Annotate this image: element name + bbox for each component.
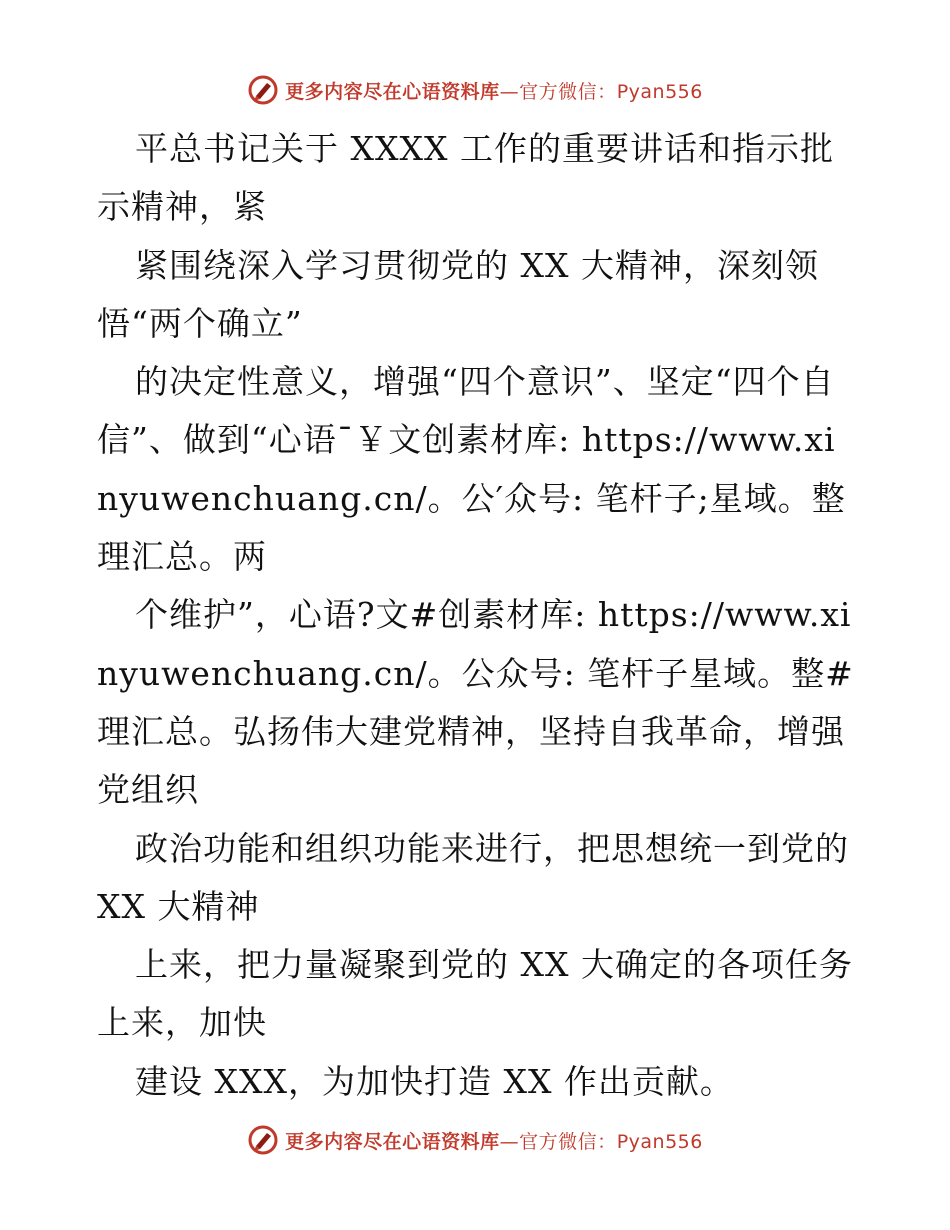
banner-wechat-label: 官方微信： (519, 1130, 617, 1153)
paragraph-1: 平总书记关于 XXXX 工作的重要讲话和指示批示精神，紧 (97, 129, 834, 227)
banner-text (285, 77, 703, 104)
paragraph-7: 建设 XXX，为加快打造 XX 作出贡献。 (135, 1061, 734, 1101)
banner-dash: — (499, 1130, 520, 1153)
paragraph-2: 紧围绕深入学习贯彻党的 XX 大精神，深刻领悟“两个确立” (97, 245, 819, 343)
banner-wechat-label: 官方微信： (519, 80, 617, 103)
pen-circle-icon (247, 1124, 279, 1156)
pen-circle-icon (247, 74, 279, 106)
paragraph-4: 个维护”，心语?文#创素材库: https://www.xinyuwenchuang.cn/。公众号: 笔杆子星域。整#理汇总。弘扬伟大建党精神，坚持自我革命，增强党组织 (97, 595, 854, 810)
footer-banner (0, 1122, 950, 1158)
paragraph-6: 上来，把力量凝聚到党的 XX 大确定的各项任务上来，加快 (97, 945, 853, 1043)
banner-text (285, 1127, 703, 1154)
banner-main-text: 更多内容尽在心语资料库 (285, 1130, 500, 1153)
paragraph-3: 的决定性意义，增强“四个意识”、坚定“四个自信”、做到“心语¯￥文创素材库: https://www.xinyuwenchuang.cn/。公′众号: 笔杆子;星域。整理汇总。两 (97, 362, 846, 577)
banner-dash: — (499, 80, 520, 103)
paragraph-5: 政治功能和组织功能来进行，把思想统一到党的 XX 大精神 (97, 828, 849, 926)
banner-main-text: 更多内容尽在心语资料库 (285, 80, 500, 103)
document-body (97, 120, 857, 1111)
banner-wechat-id: Pyan556 (616, 80, 703, 103)
banner-wechat-id: Pyan556 (616, 1130, 703, 1153)
header-banner (0, 72, 950, 108)
